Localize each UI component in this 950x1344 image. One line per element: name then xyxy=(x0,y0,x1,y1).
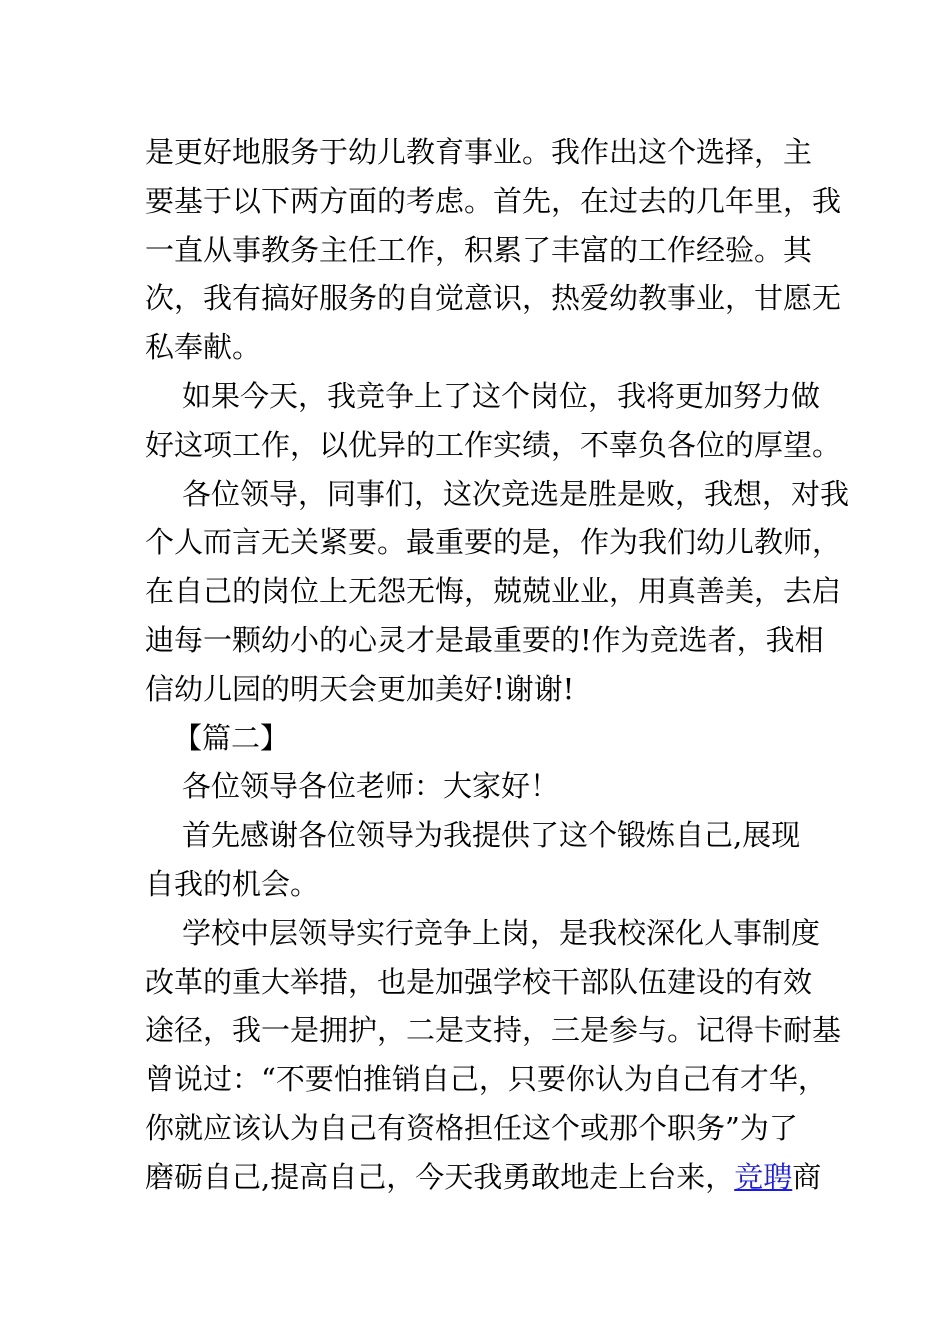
document-page xyxy=(145,128,850,1202)
section-heading: 【篇二】 xyxy=(173,720,290,755)
jingpin-link[interactable]: 竞聘 xyxy=(734,1159,793,1194)
paragraph-start-line: 如果今天，我竞争上了这个岗位，我将更加努力做 xyxy=(182,378,821,413)
text-line: 要基于以下两方面的考虑。首先，在过去的几年里，我 xyxy=(145,183,842,218)
salutation-line: 各位领导各位老师：大家好！ xyxy=(182,769,560,804)
text-line: 在自己的岗位上无怨无悔，兢兢业业，用真善美，去启 xyxy=(145,574,842,609)
paragraph-start-line: 首先感谢各位领导为我提供了这个锻炼自己,展现 xyxy=(182,818,801,853)
text-line: 途径，我一是拥护，二是支持，三是参与。记得卡耐基 xyxy=(145,1013,842,1048)
text-line: 个人而言无关紧要。最重要的是，作为我们幼儿教师， xyxy=(145,525,842,560)
text-line: 曾说过：“不要怕推销自己，只要你认为自己有才华， xyxy=(145,1062,827,1097)
text-line-with-link xyxy=(145,1153,822,1202)
text-line: 自我的机会。 xyxy=(145,866,320,901)
text-line: 一直从事教务主任工作，积累了丰富的工作经验。其 xyxy=(145,232,813,267)
text-line: 迪每一颗幼小的心灵才是最重要的!作为竞选者，我相 xyxy=(145,622,824,657)
text-line: 是更好地服务于幼儿教育事业。我作出这个选择，主 xyxy=(145,135,813,169)
text-line: 好这项工作，以优异的工作实绩，不辜负各位的厚望。 xyxy=(145,427,842,462)
text-line: 信幼儿园的明天会更加美好!谢谢! xyxy=(145,671,575,706)
text-segment: 磨砺自己,提高自己，今天我勇敢地走上台来， xyxy=(145,1159,735,1194)
text-line: 次，我有搞好服务的自觉意识，热爱幼教事业，甘愿无 xyxy=(145,281,842,316)
paragraph-start-line: 各位领导，同事们，这次竞选是胜是败，我想，对我 xyxy=(182,476,850,511)
text-line: 改革的重大举措，也是加强学校干部队伍建设的有效 xyxy=(145,964,813,999)
text-line: 私奉献。 xyxy=(145,330,262,365)
text-line: 你就应该认为自己有资格担任这个或那个职务”为了 xyxy=(145,1110,798,1145)
paragraph-start-line: 学校中层领导实行竞争上岗，是我校深化人事制度 xyxy=(182,915,821,950)
text-segment: 商 xyxy=(792,1159,822,1194)
